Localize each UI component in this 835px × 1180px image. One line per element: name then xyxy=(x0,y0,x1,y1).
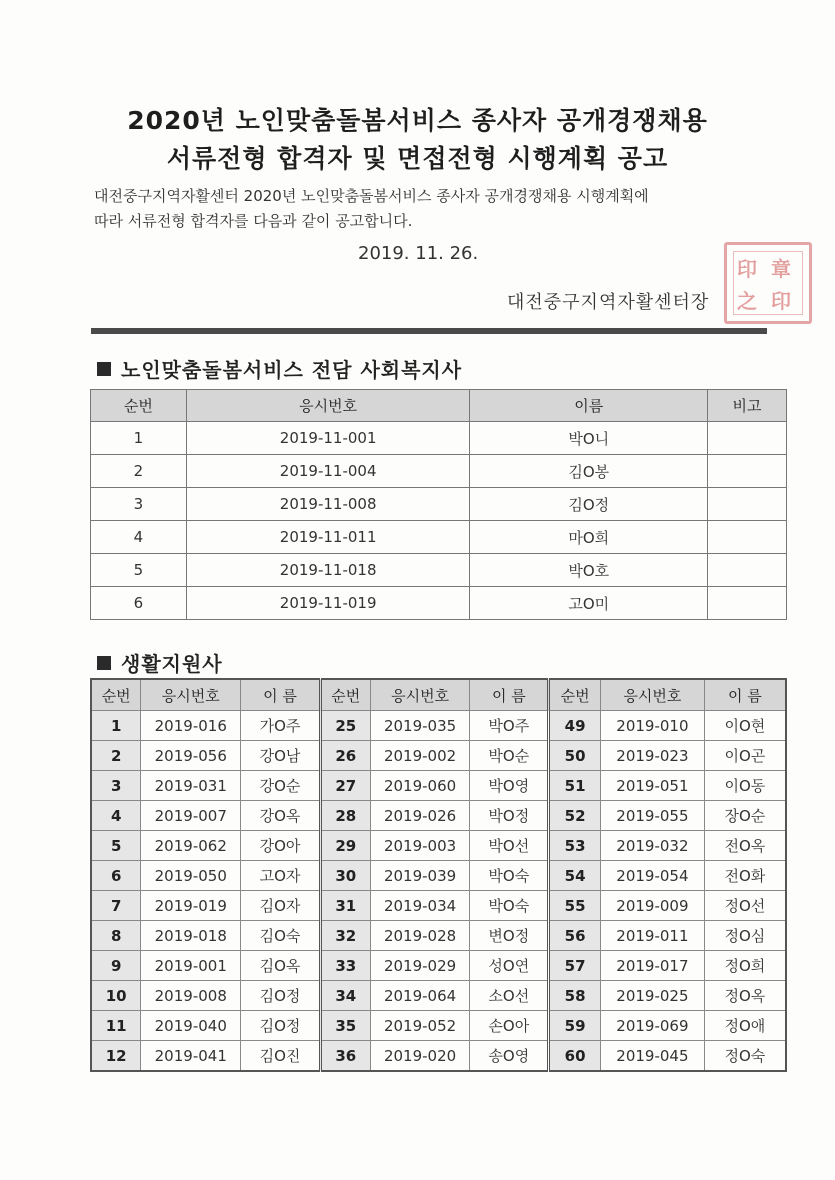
cell-order: 28 xyxy=(320,801,370,831)
cell-order: 54 xyxy=(549,861,601,891)
cell-order: 6 xyxy=(91,861,141,891)
table-row xyxy=(91,521,787,554)
header-remarks: 비고 xyxy=(708,390,787,422)
cell-name: 소O선 xyxy=(470,981,549,1011)
cell-remarks xyxy=(708,587,787,620)
cell-name: 전O옥 xyxy=(704,831,786,861)
cell-order: 3 xyxy=(91,771,141,801)
cell-name: 송O영 xyxy=(470,1041,549,1072)
cell-exam-number: 2019-11-018 xyxy=(186,554,470,587)
intro-paragraph xyxy=(94,184,794,234)
cell-order: 27 xyxy=(320,771,370,801)
cell-name: 이O현 xyxy=(704,711,786,741)
cell-exam-number: 2019-11-004 xyxy=(186,455,470,488)
table-row xyxy=(91,554,787,587)
cell-order: 11 xyxy=(91,1011,141,1041)
table-row xyxy=(91,801,786,831)
cell-remarks xyxy=(708,422,787,455)
header-name: 이 름 xyxy=(704,679,786,711)
table-row xyxy=(91,741,786,771)
cell-exam-number: 2019-028 xyxy=(370,921,470,951)
title-line-2: 서류전형 합격자 및 면접전형 시행계획 공고 xyxy=(166,144,669,173)
table-row xyxy=(91,422,787,455)
header-exam-number: 응시번호 xyxy=(370,679,470,711)
cell-exam-number: 2019-023 xyxy=(601,741,705,771)
cell-name: 박O순 xyxy=(470,741,549,771)
cell-order: 33 xyxy=(320,951,370,981)
cell-name: 강O순 xyxy=(241,771,321,801)
cell-name: 이O곤 xyxy=(704,741,786,771)
social-worker-table xyxy=(90,389,787,620)
header-name: 이 름 xyxy=(470,679,549,711)
cell-remarks xyxy=(708,488,787,521)
section-heading-text: 생활지원사 xyxy=(121,652,223,676)
table-row xyxy=(91,921,786,951)
cell-remarks xyxy=(708,521,787,554)
cell-exam-number: 2019-062 xyxy=(141,831,241,861)
cell-order: 32 xyxy=(320,921,370,951)
table-row xyxy=(91,951,786,981)
life-support-table xyxy=(90,678,787,1072)
notice-date: 2019. 11. 26. xyxy=(358,243,479,264)
cell-remarks xyxy=(708,455,787,488)
cell-exam-number: 2019-041 xyxy=(141,1041,241,1072)
table-row xyxy=(91,771,786,801)
cell-exam-number: 2019-050 xyxy=(141,861,241,891)
table-row xyxy=(91,711,786,741)
cell-order: 51 xyxy=(549,771,601,801)
cell-order: 50 xyxy=(549,741,601,771)
cell-exam-number: 2019-003 xyxy=(370,831,470,861)
cell-order: 8 xyxy=(91,921,141,951)
cell-exam-number: 2019-039 xyxy=(370,861,470,891)
cell-name: 전O화 xyxy=(704,861,786,891)
cell-name: 박O숙 xyxy=(470,861,549,891)
table-row xyxy=(91,831,786,861)
cell-name: 김O정 xyxy=(241,1011,321,1041)
official-seal-stamp: 印 章 之 印 xyxy=(724,242,812,324)
cell-order: 58 xyxy=(549,981,601,1011)
intro-line-2: 따라 서류전형 합격자를 다음과 같이 공고합니다. xyxy=(94,212,413,230)
cell-order: 52 xyxy=(549,801,601,831)
cell-order: 12 xyxy=(91,1041,141,1072)
header-exam-number: 응시번호 xyxy=(141,679,241,711)
section-heading-social-worker xyxy=(97,354,462,383)
cell-name: 장O순 xyxy=(704,801,786,831)
cell-name: 박O영 xyxy=(470,771,549,801)
cell-exam-number: 2019-11-001 xyxy=(186,422,470,455)
cell-name: 김O진 xyxy=(241,1041,321,1072)
cell-order: 57 xyxy=(549,951,601,981)
cell-name: 변O정 xyxy=(470,921,549,951)
table-row xyxy=(91,1011,786,1041)
cell-order: 35 xyxy=(320,1011,370,1041)
cell-name: 정O선 xyxy=(704,891,786,921)
table-row xyxy=(91,488,787,521)
cell-order: 5 xyxy=(91,554,187,587)
cell-name: 마O희 xyxy=(470,521,708,554)
cell-name: 김O옥 xyxy=(241,951,321,981)
cell-exam-number: 2019-008 xyxy=(141,981,241,1011)
cell-order: 4 xyxy=(91,801,141,831)
cell-name: 강O남 xyxy=(241,741,321,771)
table-row xyxy=(91,455,787,488)
section-heading-life-support xyxy=(97,648,223,677)
header-order: 순번 xyxy=(549,679,601,711)
cell-exam-number: 2019-031 xyxy=(141,771,241,801)
header-name: 이름 xyxy=(470,390,708,422)
cell-name: 정O옥 xyxy=(704,981,786,1011)
cell-exam-number: 2019-011 xyxy=(601,921,705,951)
cell-exam-number: 2019-029 xyxy=(370,951,470,981)
cell-name: 박O호 xyxy=(470,554,708,587)
header-name: 이 름 xyxy=(241,679,321,711)
cell-exam-number: 2019-010 xyxy=(601,711,705,741)
table-row xyxy=(91,861,786,891)
cell-name: 김O정 xyxy=(470,488,708,521)
square-bullet-icon xyxy=(97,656,111,670)
header-order: 순번 xyxy=(91,679,141,711)
cell-exam-number: 2019-054 xyxy=(601,861,705,891)
cell-name: 박O니 xyxy=(470,422,708,455)
cell-exam-number: 2019-017 xyxy=(601,951,705,981)
cell-exam-number: 2019-019 xyxy=(141,891,241,921)
cell-order: 4 xyxy=(91,521,187,554)
cell-exam-number: 2019-051 xyxy=(601,771,705,801)
header-exam-number: 응시번호 xyxy=(186,390,470,422)
cell-name: 정O심 xyxy=(704,921,786,951)
cell-exam-number: 2019-11-011 xyxy=(186,521,470,554)
cell-exam-number: 2019-026 xyxy=(370,801,470,831)
cell-exam-number: 2019-009 xyxy=(601,891,705,921)
cell-exam-number: 2019-001 xyxy=(141,951,241,981)
cell-order: 60 xyxy=(549,1041,601,1072)
cell-order: 2 xyxy=(91,455,187,488)
cell-name: 강O옥 xyxy=(241,801,321,831)
cell-exam-number: 2019-025 xyxy=(601,981,705,1011)
cell-exam-number: 2019-064 xyxy=(370,981,470,1011)
cell-order: 1 xyxy=(91,422,187,455)
cell-exam-number: 2019-056 xyxy=(141,741,241,771)
cell-exam-number: 2019-045 xyxy=(601,1041,705,1072)
organization-name: 대전중구지역자활센터장 xyxy=(507,292,710,313)
cell-exam-number: 2019-016 xyxy=(141,711,241,741)
cell-order: 25 xyxy=(320,711,370,741)
cell-order: 59 xyxy=(549,1011,601,1041)
cell-name: 김O자 xyxy=(241,891,321,921)
cell-order: 6 xyxy=(91,587,187,620)
cell-order: 55 xyxy=(549,891,601,921)
cell-remarks xyxy=(708,554,787,587)
cell-order: 5 xyxy=(91,831,141,861)
cell-exam-number: 2019-034 xyxy=(370,891,470,921)
cell-name: 정O애 xyxy=(704,1011,786,1041)
cell-name: 가O주 xyxy=(241,711,321,741)
cell-order: 29 xyxy=(320,831,370,861)
cell-order: 53 xyxy=(549,831,601,861)
cell-name: 박O숙 xyxy=(470,891,549,921)
cell-order: 31 xyxy=(320,891,370,921)
cell-order: 2 xyxy=(91,741,141,771)
table-header-row xyxy=(91,679,786,711)
cell-name: 김O숙 xyxy=(241,921,321,951)
cell-order: 26 xyxy=(320,741,370,771)
cell-order: 49 xyxy=(549,711,601,741)
cell-name: 손O아 xyxy=(470,1011,549,1041)
cell-exam-number: 2019-055 xyxy=(601,801,705,831)
cell-name: 김O봉 xyxy=(470,455,708,488)
header-order: 순번 xyxy=(320,679,370,711)
title-line-1: 2020년 노인맞춤돌봄서비스 종사자 공개경쟁채용 xyxy=(127,106,708,135)
cell-order: 10 xyxy=(91,981,141,1011)
cell-name: 고O자 xyxy=(241,861,321,891)
cell-order: 34 xyxy=(320,981,370,1011)
cell-order: 36 xyxy=(320,1041,370,1072)
cell-exam-number: 2019-069 xyxy=(601,1011,705,1041)
cell-name: 박O정 xyxy=(470,801,549,831)
cell-order: 3 xyxy=(91,488,187,521)
table-row xyxy=(91,1041,786,1072)
cell-exam-number: 2019-060 xyxy=(370,771,470,801)
header-order: 순번 xyxy=(91,390,187,422)
intro-line-1: 대전중구지역자활센터 2020년 노인맞춤돌봄서비스 종사자 공개경쟁채용 시행계획에 xyxy=(94,187,649,205)
cell-exam-number: 2019-11-008 xyxy=(186,488,470,521)
table-row xyxy=(91,891,786,921)
section-heading-text: 노인맞춤돌봄서비스 전담 사회복지사 xyxy=(121,358,463,382)
cell-exam-number: 2019-018 xyxy=(141,921,241,951)
cell-exam-number: 2019-002 xyxy=(370,741,470,771)
cell-exam-number: 2019-11-019 xyxy=(186,587,470,620)
cell-order: 30 xyxy=(320,861,370,891)
cell-name: 김O정 xyxy=(241,981,321,1011)
cell-exam-number: 2019-020 xyxy=(370,1041,470,1072)
cell-exam-number: 2019-040 xyxy=(141,1011,241,1041)
cell-name: 성O연 xyxy=(470,951,549,981)
cell-name: 고O미 xyxy=(470,587,708,620)
cell-name: 강O아 xyxy=(241,831,321,861)
table-header-row xyxy=(91,390,787,422)
square-bullet-icon xyxy=(97,362,111,376)
cell-name: 박O주 xyxy=(470,711,549,741)
cell-exam-number: 2019-052 xyxy=(370,1011,470,1041)
table-row xyxy=(91,981,786,1011)
cell-name: 박O선 xyxy=(470,831,549,861)
cell-order: 1 xyxy=(91,711,141,741)
cell-exam-number: 2019-007 xyxy=(141,801,241,831)
cell-name: 이O동 xyxy=(704,771,786,801)
cell-order: 7 xyxy=(91,891,141,921)
table-row xyxy=(91,587,787,620)
cell-order: 56 xyxy=(549,921,601,951)
cell-name: 정O희 xyxy=(704,951,786,981)
divider-rule xyxy=(91,328,767,334)
cell-name: 정O숙 xyxy=(704,1041,786,1072)
cell-exam-number: 2019-032 xyxy=(601,831,705,861)
cell-order: 9 xyxy=(91,951,141,981)
header-exam-number: 응시번호 xyxy=(601,679,705,711)
cell-exam-number: 2019-035 xyxy=(370,711,470,741)
